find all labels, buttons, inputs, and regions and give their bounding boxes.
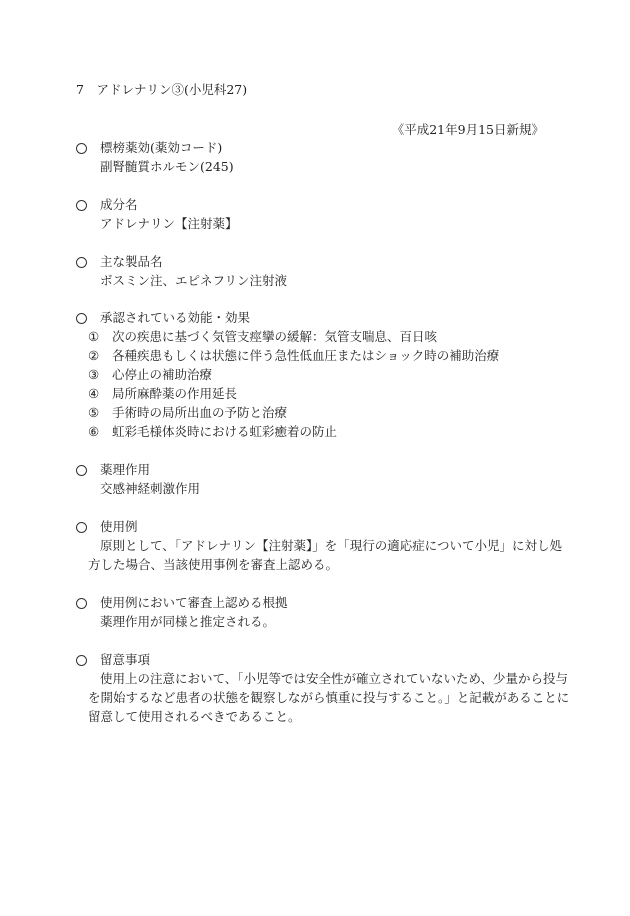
indication-text: 虹彩毛様体炎時における虹彩癒着の防止 — [112, 424, 338, 439]
indication-number: ⑥ — [88, 424, 100, 439]
section-heading: 薬理作用 — [100, 462, 151, 477]
indication-number: ① — [88, 329, 100, 344]
section-text: ボスミン注、エピネフリン注射液 — [100, 273, 288, 288]
section-heading: 承認されている効能・効果 — [100, 310, 251, 325]
indication-number: ⑤ — [88, 405, 100, 420]
section-text: 薬理作用が同様と推定される。 — [100, 614, 276, 629]
indication-number: ② — [88, 348, 100, 363]
bullet-circle-icon — [76, 465, 87, 476]
indication-text: 局所麻酔薬の作用延長 — [112, 386, 238, 401]
bullet-circle-icon — [76, 655, 87, 666]
bullet-circle-icon — [76, 200, 87, 211]
indication-number: ④ — [88, 386, 100, 401]
section-text: 使用上の注意において、「小児等では安全性が確立されていないため、少量から投与 — [100, 671, 569, 686]
section-text: 副腎髄質ホルモン(245) — [100, 159, 234, 174]
section-heading: 使用例において審査上認める根拠 — [100, 595, 288, 610]
section-heading: 主な製品名 — [100, 254, 163, 269]
section-text: 交感神経刺激作用 — [100, 481, 201, 496]
document-title: 7 アドレナリン③(小児科27) — [76, 82, 248, 97]
section-heading: 成分名 — [100, 197, 138, 212]
indication-text: 心停止の補助治療 — [112, 367, 213, 382]
indication-text: 手術時の局所出血の予防と治療 — [112, 405, 288, 420]
section-heading: 標榜薬効(薬効コード) — [100, 140, 223, 155]
section-text: 原則として、「アドレナリン【注射薬】」を「現行の適応症について小児」に対し処 — [100, 538, 563, 553]
indication-text: 各種疾患もしくは状態に伴う急性低血圧またはショック時の補助治療 — [112, 348, 500, 363]
indication-text: 次の疾患に基づく気管支痙攣の緩解：気管支喘息、百日咳 — [112, 329, 438, 344]
section-text: アドレナリン【注射薬】 — [100, 216, 238, 231]
section-heading: 留意事項 — [100, 652, 151, 667]
bullet-circle-icon — [76, 313, 87, 324]
section-text: を開始するなど患者の状態を観察しながら慎重に投与すること。」と記載があることに — [88, 690, 570, 705]
section-text: 留意して使用されるべきであること。 — [88, 709, 301, 724]
bullet-circle-icon — [76, 143, 87, 154]
bullet-circle-icon — [76, 522, 87, 533]
indication-number: ③ — [88, 367, 100, 382]
section-heading: 使用例 — [100, 519, 138, 534]
date-note: 《平成21年9月15日新規》 — [391, 122, 544, 137]
bullet-circle-icon — [76, 598, 87, 609]
section-text: 方した場合、当該使用事例を審査上認める。 — [88, 557, 339, 572]
bullet-circle-icon — [76, 257, 87, 268]
